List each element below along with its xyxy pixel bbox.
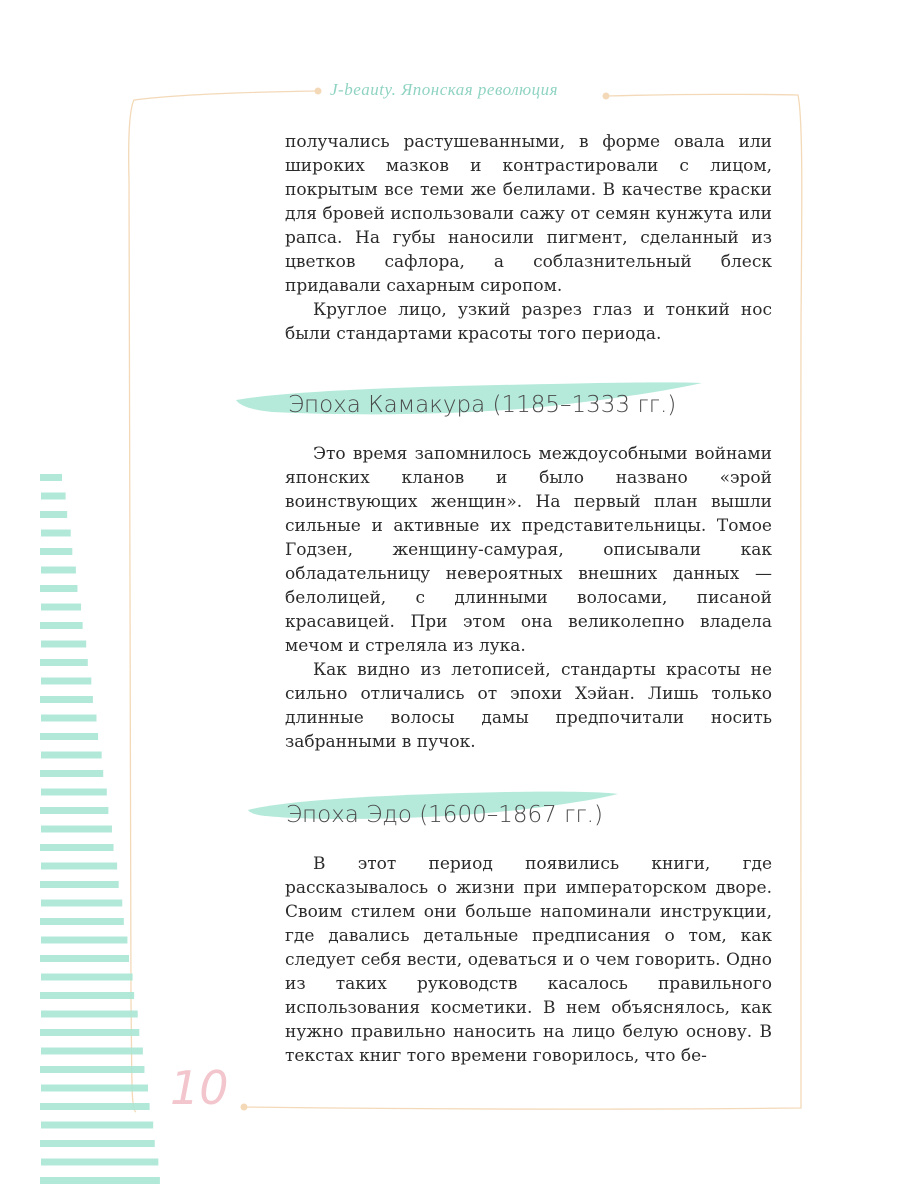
paragraph: Круглое лицо, узкий разрез глаз и тонкий нос были стандартами красоты того периода. <box>285 300 772 344</box>
stripe <box>41 752 102 759</box>
stripe <box>40 881 119 888</box>
stripe <box>40 622 83 629</box>
stripe <box>40 770 103 777</box>
stripe <box>41 1048 143 1055</box>
stripe <box>41 1122 153 1129</box>
stripe <box>40 1103 150 1110</box>
stripe <box>41 1011 138 1018</box>
stripe <box>41 789 107 796</box>
stripe <box>40 733 98 740</box>
paragraph: Как видно из летописей, стандарты красоты не сильно отличались от эпохи Хэйан. Лишь только длинные волосы дамы предпочитали носить забранными в пучок. <box>285 660 772 752</box>
stripe <box>41 567 76 574</box>
frame-dot-right <box>603 93 610 100</box>
stripe <box>41 863 117 870</box>
paragraph: получались растушеванными, в форме овала или широких мазков и контрастировали с лицом, покрытым все теми же белилами. В качестве краски для бровей использовали сажу от семян кунжута или рапса. На губы наносили пигмент, сделанный из цветков сафлора, а соблазнительный блеск придавали сахарным сиропом. <box>285 132 772 296</box>
stripe <box>41 530 71 537</box>
stripe <box>41 493 66 500</box>
stripe <box>41 715 96 722</box>
frame-dot-left <box>315 88 322 95</box>
stripe <box>40 548 72 555</box>
stripe <box>41 641 86 648</box>
section-heading-title: Эпоха Камакура (1185–1333 гг.) <box>288 392 677 418</box>
frame-dot-bottom <box>241 1104 248 1111</box>
stripe <box>40 918 124 925</box>
stripe <box>40 585 77 592</box>
stripe <box>40 955 129 962</box>
stripe <box>40 992 134 999</box>
stripe <box>41 900 122 907</box>
stripe <box>40 659 88 666</box>
section-heading-edo <box>246 786 626 836</box>
stripe <box>41 826 112 833</box>
stripe <box>40 1140 155 1147</box>
stripe <box>41 678 91 685</box>
stripe <box>40 511 67 518</box>
paragraph: Это время запомнилось междоусобными войнами японских кланов и было названо «эрой воинствующих женщин». На первый план вышли сильные и активные их представительницы. Томое Годзен, женщину-самурая, описывали как обладательницу невероятных внешних данных — белолицей, с длинными волосами, писаной красавицей. При этом она великолепно владела мечом и стреляла из лука. <box>285 444 772 656</box>
stripe <box>41 1159 158 1166</box>
section-edo-text <box>285 852 772 1068</box>
running-head: J-beauty. Японская революция <box>330 80 558 99</box>
page-number: 10 <box>170 1061 229 1115</box>
stripe <box>40 1066 144 1073</box>
intro-text <box>285 130 772 346</box>
stripe <box>41 604 81 611</box>
section-heading-kamakura <box>232 378 712 432</box>
stripe <box>40 807 108 814</box>
stripe <box>41 937 127 944</box>
stripe <box>40 696 93 703</box>
stripe <box>41 1085 148 1092</box>
section-kamakura-text <box>285 442 772 754</box>
stripe <box>40 1029 139 1036</box>
section-heading-title: Эпоха Эдо (1600–1867 гг.) <box>286 802 603 828</box>
stripe <box>40 474 62 481</box>
paragraph: В этот период появились книги, где рассказывалось о жизни при императорском дворе. Своим стилем они больше напоминали инструкции, где давались детальные предписания о том, как следует себя вести, одеваться и о чем говорить. Одно из таких руководств касалось правильного использования косметики. В нем объяснялось, как нужно правильно наносить на лицо белую основу. В текстах книг того времени говорилось, что бе- <box>285 854 772 1066</box>
stripe <box>40 844 114 851</box>
decorative-stripes <box>0 0 180 1200</box>
stripe <box>41 974 133 981</box>
stripe <box>40 1177 160 1184</box>
